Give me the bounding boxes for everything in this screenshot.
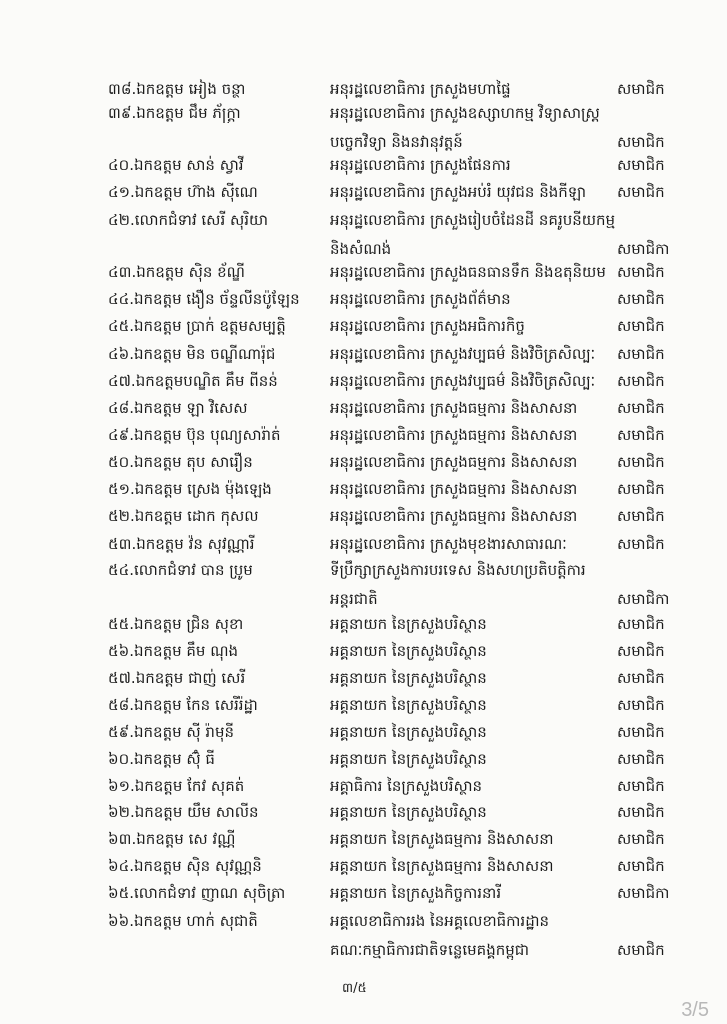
list-item — [0, 695, 727, 723]
member-role: សមាជិក — [617, 426, 665, 444]
member-position-line1: អនុរដ្ឋលេខាធិការ ក្រសួងអប់រំ យុវជន និងកីឡា — [330, 183, 587, 201]
list-item — [0, 155, 727, 183]
member-role: សមាជិក — [617, 372, 665, 390]
member-position — [330, 641, 620, 661]
member-position-line1: អនុរដ្ឋលេខាធិការ ក្រសួងធម្មការ និងសាសនា — [330, 426, 578, 444]
member-role: សមាជិក — [617, 399, 665, 417]
member-name: ៥៥.ឯកឧត្តម ជ្រិន សុខា — [108, 615, 244, 633]
member-role: សមាជិក — [617, 857, 665, 875]
list-item — [0, 883, 727, 911]
member-position — [330, 182, 620, 202]
member-position — [330, 210, 620, 259]
member-name: ៦២.ឯកឧត្តម យឹម សាលីន — [108, 803, 259, 821]
list-item — [0, 829, 727, 857]
member-role: សមាជិក — [617, 803, 665, 821]
member-position — [330, 668, 620, 688]
member-position — [330, 749, 620, 769]
list-item — [0, 289, 727, 317]
member-position-line1: អគ្គនាយក នៃក្រសួងបរិស្ថាន — [330, 803, 487, 821]
member-position — [330, 722, 620, 742]
member-role: សមាជិក — [617, 642, 665, 660]
member-name: ៥៤.លោកជំទាវ បាន ប្រូម — [108, 561, 253, 579]
member-position-line1: អគ្គនាយក នៃក្រសួងធម្មការ និងសាសនា — [330, 857, 554, 875]
member-position-line1: អគ្គនាយក នៃក្រសួងបរិស្ថាន — [330, 723, 487, 741]
member-role: សមាជិកា — [617, 240, 670, 258]
member-position — [330, 479, 620, 499]
list-item — [0, 749, 727, 777]
member-position-line1: អគ្គនាយក នៃក្រសួងបរិស្ថាន — [330, 642, 487, 660]
member-name: ៦១.ឯកឧត្តម កែវ សុគត់ — [108, 777, 245, 795]
member-role: សមាជិក — [617, 615, 665, 633]
list-item — [0, 344, 727, 372]
member-name: ៤០.ឯកឧត្តម សាន់ ស្វាវី — [108, 156, 244, 174]
member-role: សមាជិក — [617, 345, 665, 363]
member-name: ៤៥.ឯកឧត្តម ប្រាក់ ឧត្តមសម្បត្តិ — [108, 317, 286, 335]
list-item — [0, 316, 727, 344]
member-role: សមាជិកា — [617, 884, 670, 902]
list-item — [0, 479, 727, 507]
member-name: ៤៤.ឯកឧត្តម ងឿន ច័ន្ទលីនប៉ូឡែន — [108, 290, 300, 308]
member-name: ៥០.ឯកឧត្តម តុប សារឿន — [108, 453, 253, 471]
member-role: សមាជិកា — [617, 590, 670, 608]
member-position-line1: អនុរដ្ឋលេខាធិការ ក្រសួងមុខងារសាធារណៈ — [330, 535, 567, 553]
member-name: ៤៦.ឯកឧត្តម មិន ចណ្ឌីណារ៉ុជ — [108, 345, 276, 363]
member-role: សមាជិក — [617, 723, 665, 741]
member-position-line1: អគ្គនាយក នៃក្រសួងបរិស្ថាន — [330, 696, 487, 714]
member-position — [330, 79, 620, 99]
list-item — [0, 103, 727, 151]
member-position — [330, 344, 620, 364]
list-item — [0, 722, 727, 750]
member-position-line1: អនុរដ្ឋលេខាធិការ ក្រសួងវប្បធម៌ និងវិចិត្រសិល្បៈ — [330, 372, 596, 390]
member-position-line2: បច្ចេកវិទ្យា និងនវានុវត្តន៍ — [330, 133, 463, 151]
list-item — [0, 668, 727, 696]
member-position — [330, 289, 620, 309]
member-position-line1: អគ្គនាយក នៃក្រសួងបរិស្ថាន — [330, 669, 487, 687]
member-role: សមាជិក — [617, 290, 665, 308]
member-position-line1: អនុរដ្ឋលេខាធិការ ក្រសួងធម្មការ និងសាសនា — [330, 399, 578, 417]
member-name: ៦៦.ឯកឧត្តម ហាក់ សុជាតិ — [108, 912, 258, 930]
page-number: ៣/៥ — [342, 981, 367, 996]
member-name: ៥២.ឯកឧត្តម ដោក កុសល — [108, 507, 259, 525]
member-position — [330, 452, 620, 472]
member-role: សមាជិក — [617, 80, 665, 98]
member-position — [330, 802, 620, 822]
member-position — [330, 534, 620, 554]
member-role: សមាជិក — [617, 507, 665, 525]
member-role: សមាជិក — [617, 453, 665, 471]
list-item — [0, 641, 727, 669]
member-role: សមាជិក — [617, 133, 665, 151]
member-name: ៥៨.ឯកឧត្តម កែន សេរីរ៉ដ្ឋា — [108, 696, 258, 714]
member-role: សមាជិក — [617, 317, 665, 335]
viewer-page-indicator: 3/5 — [681, 999, 709, 1021]
member-position-line2: គណៈកម្មាធិការជាតិទន្លេមេគង្គកម្ពុជា — [330, 941, 530, 959]
member-name: ៦៥.លោកជំទាវ ញាណ សុចិត្រា — [108, 884, 286, 902]
list-item — [0, 506, 727, 534]
member-position-line1: អគ្គនាយក នៃក្រសួងធម្មការ និងសាសនា — [330, 830, 554, 848]
member-position-line1: អនុរដ្ឋលេខាធិការ ក្រសួងធម្មការ និងសាសនា — [330, 507, 578, 525]
member-role: សមាជិក — [617, 480, 665, 498]
member-position — [330, 829, 620, 849]
member-position-line1: អនុរដ្ឋលេខាធិការ ក្រសួងផែនការ — [330, 156, 511, 174]
list-item — [0, 534, 727, 562]
member-name: ៥៧.ឯកឧត្តម ជាញ់ សេរី — [108, 669, 246, 687]
member-position-line1: អនុរដ្ឋលេខាធិការ ក្រសួងធម្មការ និងសាសនា — [330, 480, 578, 498]
member-position — [330, 883, 620, 903]
member-position-line1: អគ្គនាយក នៃក្រសួងបរិស្ថាន — [330, 750, 487, 768]
list-item — [0, 371, 727, 399]
member-name: ៤៨.ឯកឧត្តម ឡា វិសេស — [108, 399, 248, 417]
member-position — [330, 614, 620, 634]
member-role: សមាជិក — [617, 696, 665, 714]
member-position — [330, 506, 620, 526]
list-item — [0, 452, 727, 480]
list-item — [0, 776, 727, 804]
member-role: សមាជិក — [617, 941, 665, 959]
member-position — [330, 262, 620, 282]
member-position-line1: អគ្គលេខាធិការរង នៃអគ្គលេខាធិការដ្ឋាន — [330, 912, 550, 930]
member-position — [330, 776, 620, 796]
member-name: ៣៩.ឯកឧត្តម ជឹម ភ័ក្រ្តា — [108, 104, 241, 122]
member-position — [330, 398, 620, 418]
list-item — [0, 911, 727, 959]
member-name: ៦៣.ឯកឧត្តម សេ វណ្ណី — [108, 830, 236, 848]
member-position-line1: អនុរដ្ឋលេខាធិការ ក្រសួងឧស្សាហកម្ម វិទ្យាសាស្ត្រ — [330, 104, 600, 122]
member-position-line1: ទីប្រឹក្សាក្រសួងការបរទេស និងសហប្រតិបត្តិការ — [330, 561, 586, 579]
member-position — [330, 856, 620, 876]
list-item — [0, 398, 727, 426]
member-position — [330, 103, 620, 152]
member-role: សមាជិក — [617, 777, 665, 795]
member-position-line2: និងសំណង់ — [330, 240, 392, 258]
member-name: ៥៩.ឯកឧត្តម ស៊ី រ៉ាមុនី — [108, 723, 234, 741]
list-item — [0, 802, 727, 830]
member-position-line1: អគ្គនាយក នៃក្រសួងកិច្ចការនារី — [330, 884, 502, 902]
member-position-line1: អគ្គាធិការ នៃក្រសួងបរិស្ថាន — [330, 777, 483, 795]
list-item — [0, 262, 727, 290]
member-name: ៥៦.ឯកឧត្តម គឹម ណុង — [108, 642, 239, 660]
list-item — [0, 425, 727, 453]
member-name: ៤១.ឯកឧត្តម ហ៊ាង ស៊ីណេ — [108, 183, 258, 201]
member-position-line1: អគ្គនាយក នៃក្រសួងបរិស្ថាន — [330, 615, 487, 633]
member-name: ៤៣.ឯកឧត្តម ស៊ិន ខ័ណ្ឌី — [108, 263, 245, 281]
list-item — [0, 614, 727, 642]
member-name: ៤៧.ឯកឧត្តមបណ្ឌិត គឹម ពីនន់ — [108, 372, 278, 390]
member-role: សមាជិក — [617, 156, 665, 174]
list-item — [0, 856, 727, 884]
member-name: ៥១.ឯកឧត្តម ស្រេង ម៉ុងឡេង — [108, 480, 272, 498]
member-position-line2: អន្តរជាតិ — [330, 590, 378, 608]
member-name: ៥៣.ឯកឧត្តម វ៉ន សុវណ្ណារី — [108, 535, 255, 553]
list-item — [0, 560, 727, 608]
member-position-line1: អនុរដ្ឋលេខាធិការ ក្រសួងវប្បធម៌ និងវិចិត្រសិល្បៈ — [330, 345, 596, 363]
member-role: សមាជិក — [617, 183, 665, 201]
member-position — [330, 425, 620, 445]
member-position — [330, 371, 620, 391]
member-position — [330, 560, 620, 609]
member-name: ៦០.ឯកឧត្តម ស៊ុំ ធី — [108, 750, 215, 768]
member-position-line1: អនុរដ្ឋលេខាធិការ ក្រសួងមហាផ្ទៃ — [330, 80, 511, 98]
member-role: សមាជិក — [617, 535, 665, 553]
member-role: សមាជិក — [617, 750, 665, 768]
member-name: ៣៨.ឯកឧត្តម អៀង ចន្ថា — [108, 80, 246, 98]
member-role: សមាជិក — [617, 830, 665, 848]
member-position-line1: អនុរដ្ឋលេខាធិការ ក្រសួងធម្មការ និងសាសនា — [330, 453, 578, 471]
member-position-line1: អនុរដ្ឋលេខាធិការ ក្រសួងរៀបចំដែនដី នគរូបនីយកម្ម — [330, 211, 616, 229]
member-position — [330, 911, 620, 960]
member-position-line1: អនុរដ្ឋលេខាធិការ ក្រសួងធនធានទឹក និងឧតុនិយម — [330, 263, 606, 281]
list-item — [0, 182, 727, 210]
list-item — [0, 210, 727, 258]
member-name: ៤៩.ឯកឧត្តម ប៊ុន បុណ្យសារ៉ាត់ — [108, 426, 281, 444]
member-position — [330, 155, 620, 175]
member-position-line1: អនុរដ្ឋលេខាធិការ ក្រសួងព័ត៌មាន — [330, 290, 511, 308]
member-position — [330, 695, 620, 715]
member-name: ៤២.លោកជំទាវ សេរី សុរិយា — [108, 211, 269, 229]
member-role: សមាជិក — [617, 669, 665, 687]
member-position — [330, 316, 620, 336]
member-position-line1: អនុរដ្ឋលេខាធិការ ក្រសួងអធិការកិច្ច — [330, 317, 525, 335]
member-name: ៦៤.ឯកឧត្តម ស៊ិន សុវណ្ណនិ — [108, 857, 262, 875]
member-role: សមាជិក — [617, 263, 665, 281]
